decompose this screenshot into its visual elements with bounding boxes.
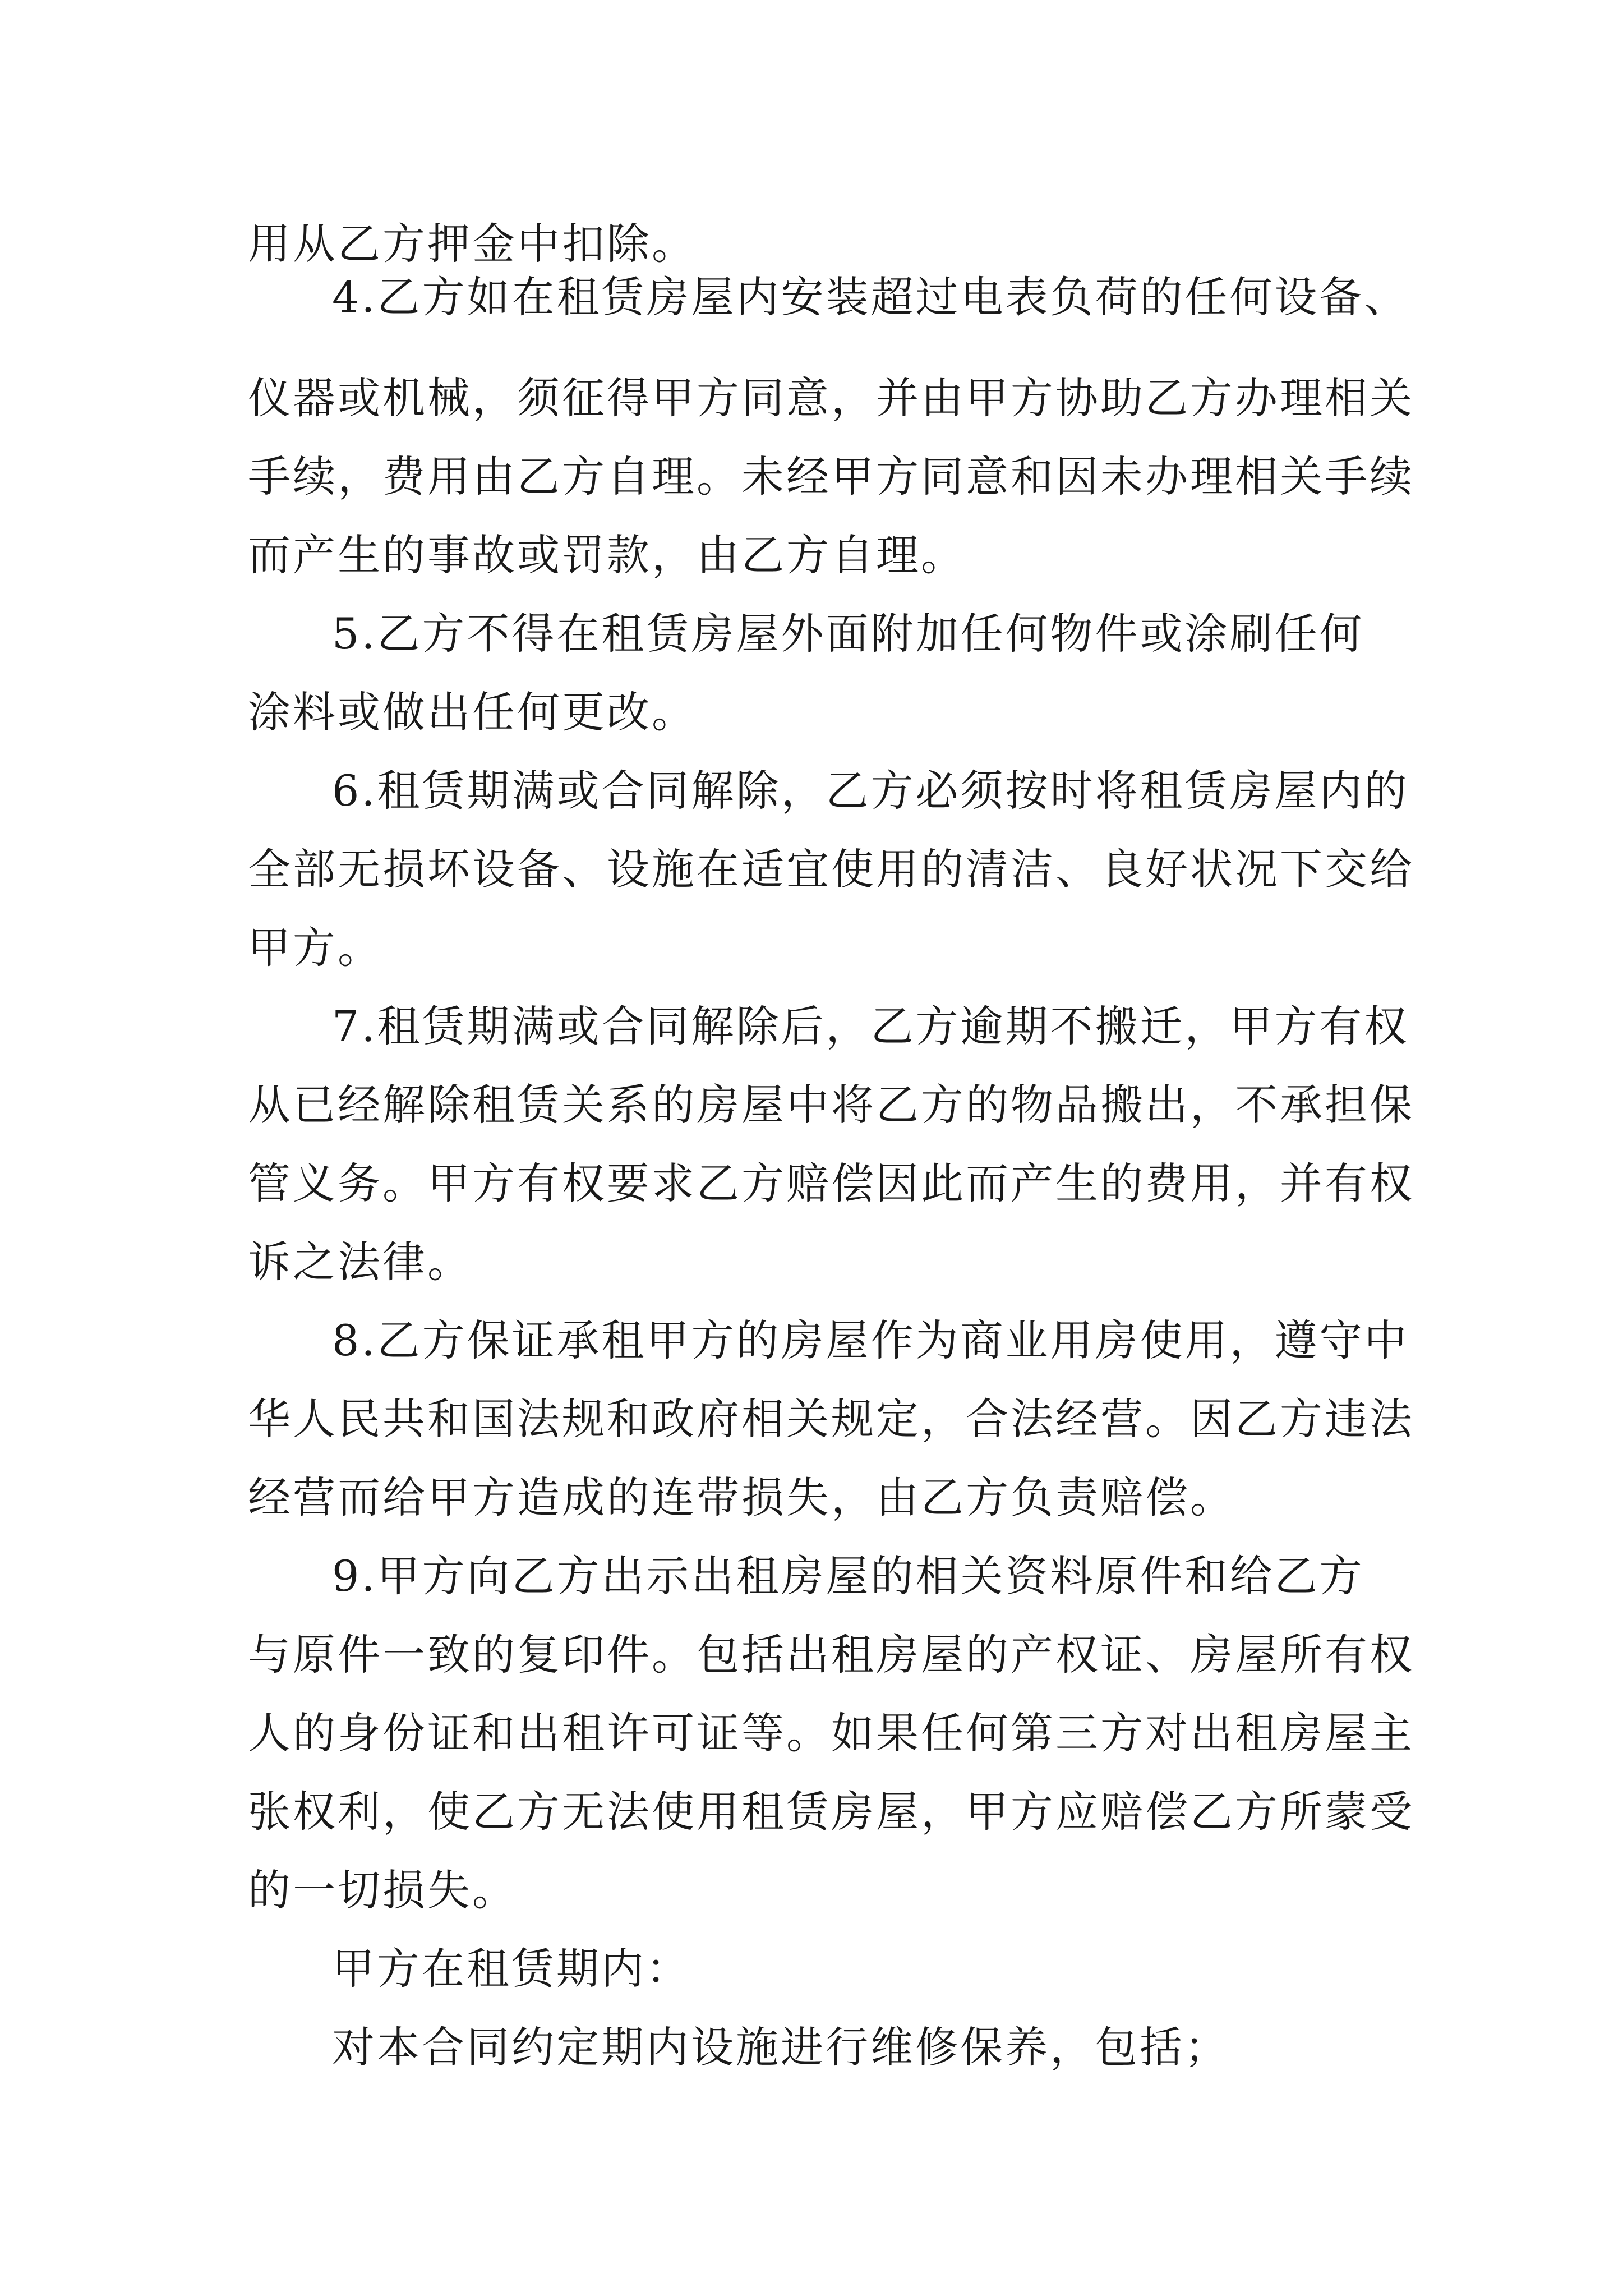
clause-7-line-2: 从已经解除租赁关系的房屋中将乙方的物品搬出，不承担保	[248, 1080, 1414, 1130]
clause-4-line-4: 而产生的事故或罚款，由乙方自理。	[248, 530, 966, 580]
clause-9-line-1: 9.甲方向乙方出示出租房屋的相关资料原件和给乙方	[332, 1551, 1364, 1601]
clause-4-line-1: 4.乙方如在租赁房屋内安装超过电表负荷的任何设备、	[332, 272, 1409, 322]
maintenance-line: 对本合同约定期内设施进行维修保养，包括；	[332, 2022, 1229, 2072]
clause-5-line-2: 涂料或做出任何更改。	[248, 687, 697, 737]
clause-8-line-1: 8.乙方保证承租甲方的房屋作为商业用房使用，遵守中	[332, 1315, 1409, 1365]
clause-9-line-2: 与原件一致的复印件。包括出租房屋的产权证、房屋所有权	[248, 1630, 1414, 1680]
clause-7-line-3: 管义务。甲方有权要求乙方赔偿因此而产生的费用，并有权	[248, 1158, 1414, 1208]
clause-4-line-3: 手续，费用由乙方自理。未经甲方同意和因未办理相关手续	[248, 452, 1414, 501]
clause-8-line-3: 经营而给甲方造成的连带损失，由乙方负责赔偿。	[248, 1473, 1235, 1522]
clause-6-line-1: 6.租赁期满或合同解除，乙方必须按时将租赁房屋内的	[332, 766, 1409, 816]
paragraph-continuation-line: 用从乙方押金中扣除。	[248, 219, 697, 269]
party-a-heading-line: 甲方在租赁期内：	[332, 1944, 691, 1994]
clause-8-line-2: 华人民共和国法规和政府相关规定，合法经营。因乙方违法	[248, 1394, 1414, 1444]
clause-6-line-3: 甲方。	[248, 923, 382, 973]
clause-9-line-4: 张权利，使乙方无法使用租赁房屋，甲方应赔偿乙方所蒙受	[248, 1787, 1414, 1837]
clause-5-line-1: 5.乙方不得在租赁房屋外面附加任何物件或涂刷任何	[332, 609, 1364, 659]
clause-6-line-2: 全部无损坏设备、设施在适宜使用的清洁、良好状况下交给	[248, 844, 1414, 894]
clause-9-line-5: 的一切损失。	[248, 1865, 517, 1915]
clause-7-line-1: 7.租赁期满或合同解除后，乙方逾期不搬迁，甲方有权	[332, 1001, 1409, 1051]
clause-9-line-3: 人的身份证和出租许可证等。如果任何第三方对出租房屋主	[248, 1708, 1414, 1758]
clause-7-line-4: 诉之法律。	[248, 1237, 472, 1287]
clause-4-line-2: 仪器或机械，须征得甲方同意，并由甲方协助乙方办理相关	[248, 373, 1414, 423]
